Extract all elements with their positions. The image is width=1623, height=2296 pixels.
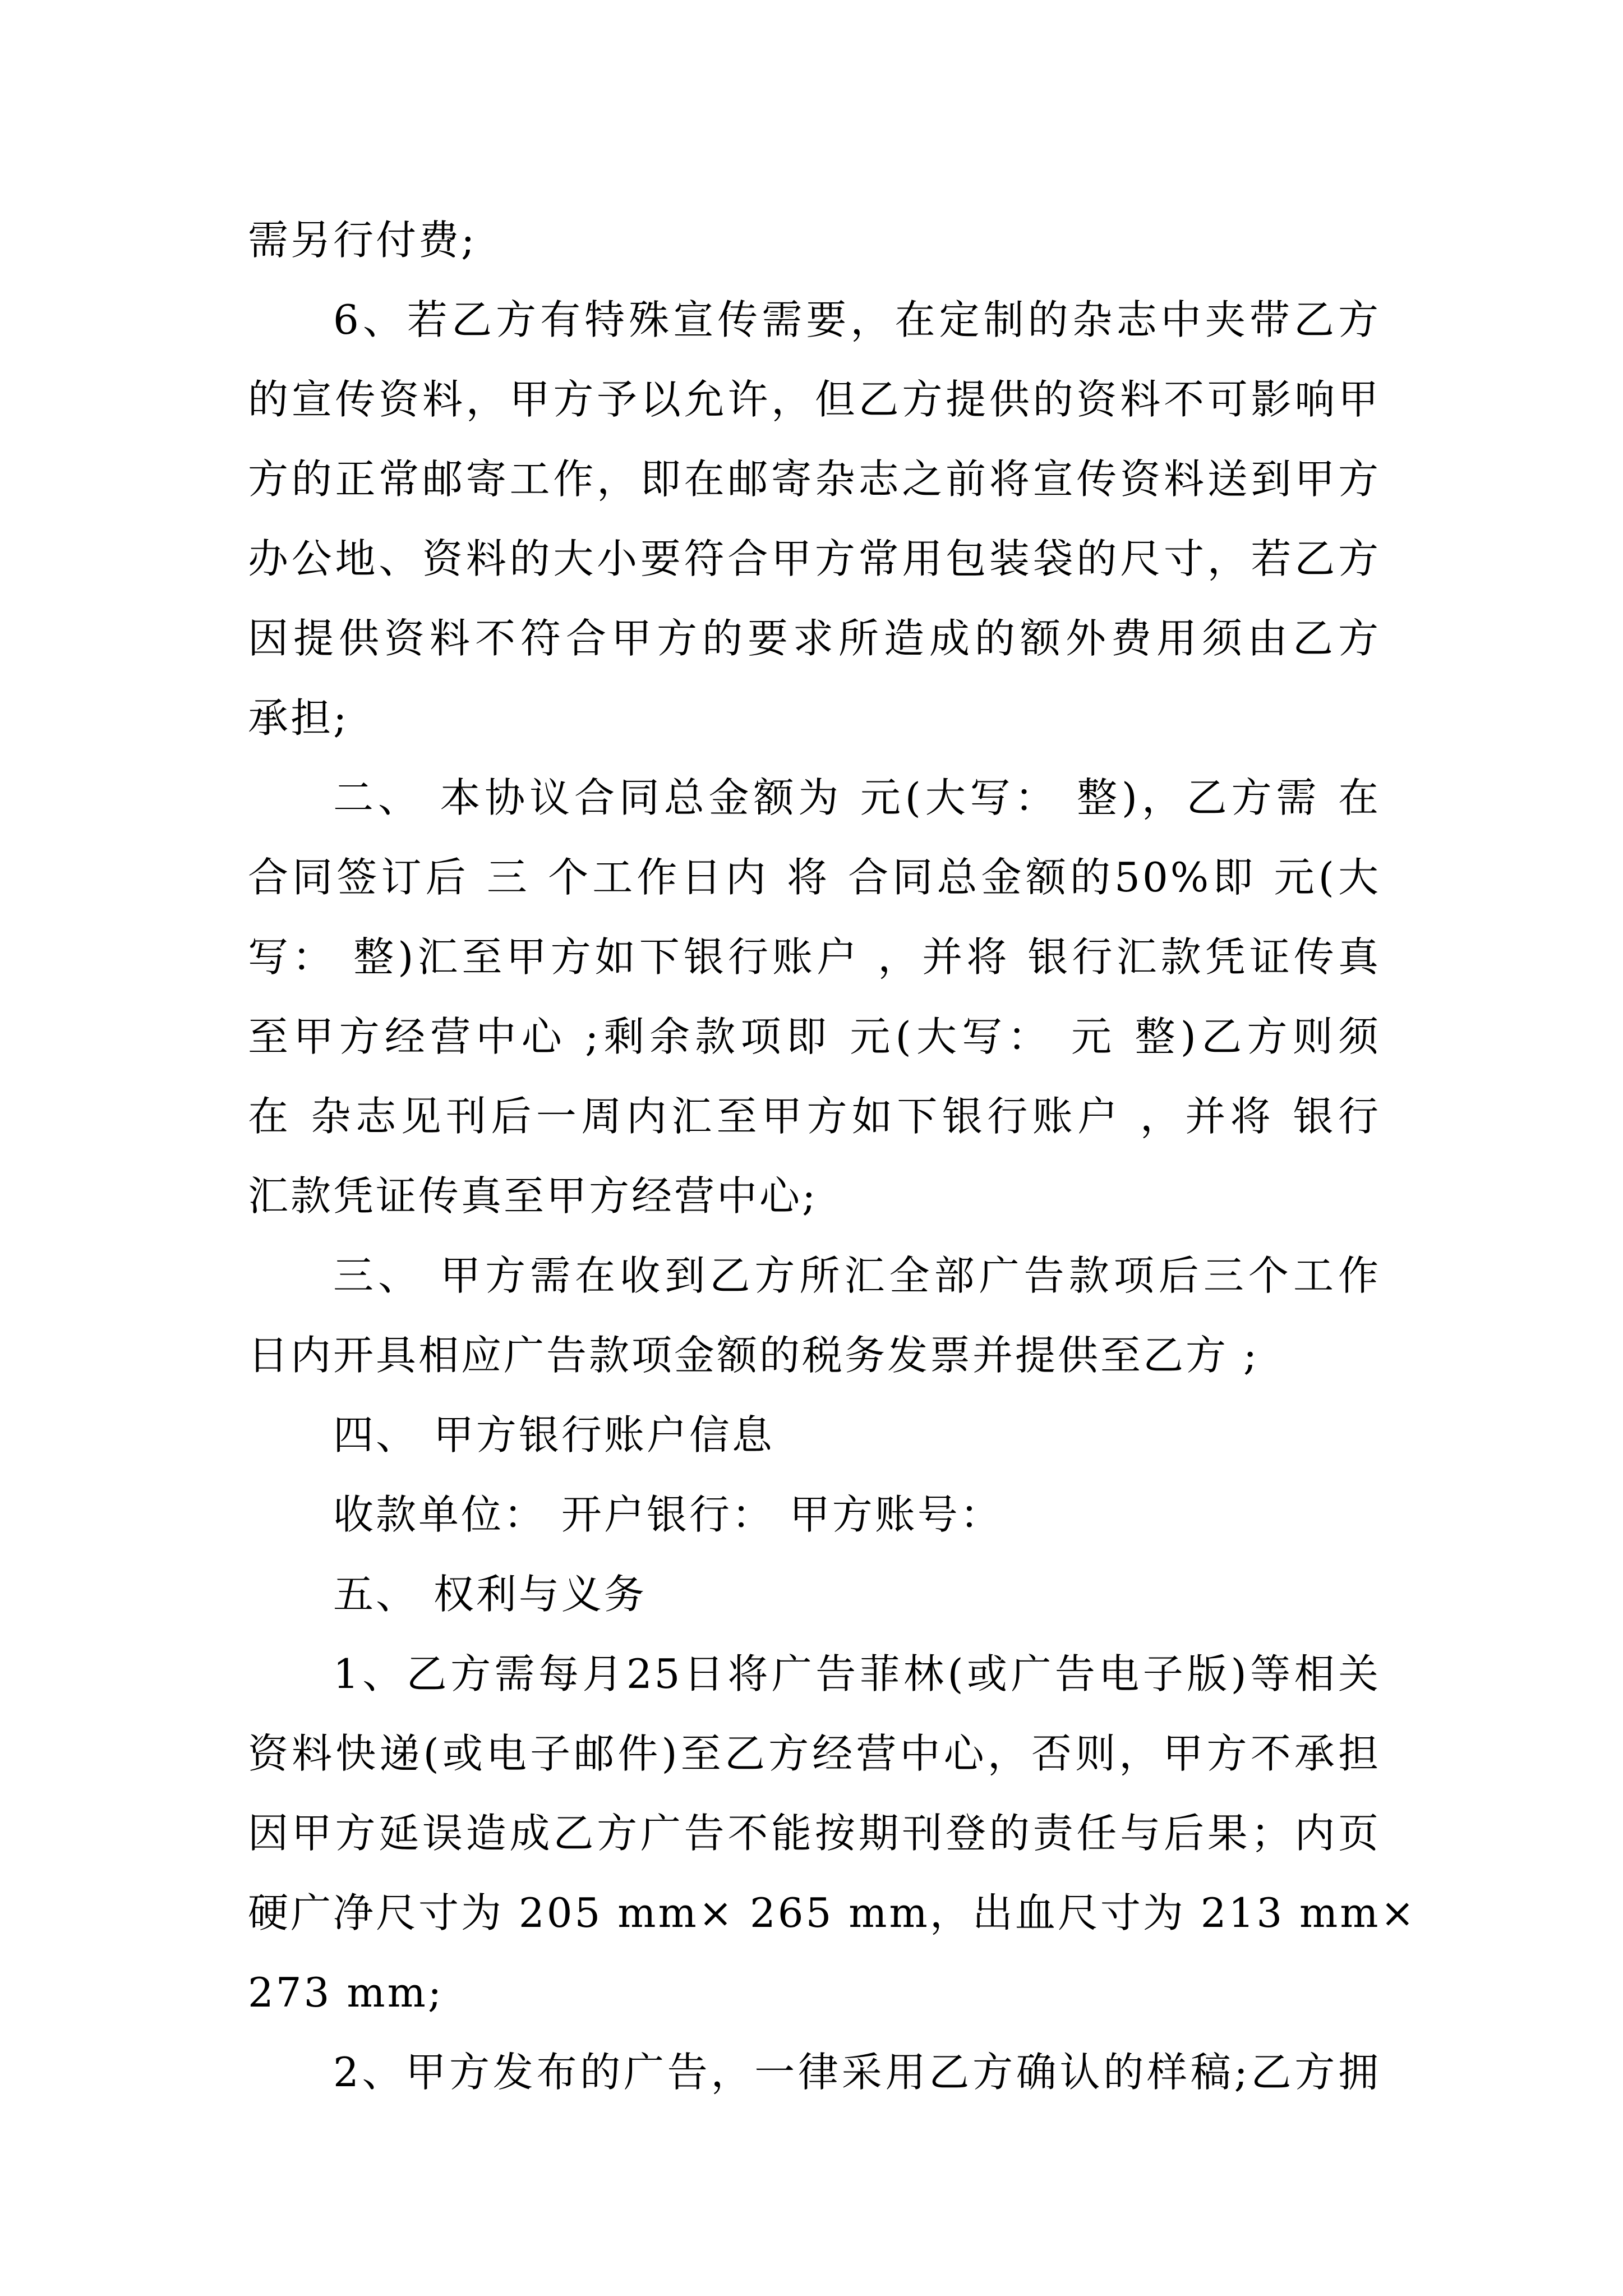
paragraph-line: 办公地、资料的大小要符合甲方常用包装袋的尺寸，若乙方 [248,535,1381,582]
paragraph-line: 2、甲方发布的广告，一律采用乙方确认的样稿;乙方拥 [333,2049,1381,2096]
paragraph-line: 6、若乙方有特殊宣传需要，在定制的杂志中夹带乙方 [333,296,1381,343]
paragraph-line: 因甲方延误造成乙方广告不能按期刊登的责任与后果；内页 [248,1810,1381,1857]
paragraph-line: 三、 甲方需在收到乙方所汇全部广告款项后三个工作 [333,1252,1381,1299]
paragraph-line: 硬广净尺寸为 205 mm× 265 mm，出血尺寸为 213 mm× [248,1889,1417,1936]
paragraph-line: 在 杂志见刊后一周内汇至甲方如下银行账户 ，并将 银行 [248,1093,1381,1140]
section-heading: 五、 权利与义务 [333,1571,647,1618]
paragraph-line: 至甲方经营中心 ;剩余款项即 元(大写： 元 整)乙方则须 [248,1013,1381,1060]
paragraph-line: 273 mm; [248,1969,444,2016]
section-heading: 四、 甲方银行账户信息 [333,1411,774,1458]
paragraph-line: 的宣传资料，甲方予以允许，但乙方提供的资料不可影响甲 [248,376,1381,423]
paragraph-line: 汇款凭证传真至甲方经营中心; [248,1172,818,1220]
paragraph-line: 需另行付费; [248,217,477,264]
paragraph-line: 资料快递(或电子邮件)至乙方经营中心，否则，甲方不承担 [248,1730,1381,1777]
paragraph-line: 合同签订后 三 个工作日内 将 合同总金额的50%即 元(大 [248,854,1381,901]
paragraph-line: 1、乙方需每月25日将广告菲林(或广告电子版)等相关 [333,1650,1381,1697]
paragraph-line: 写： 整)汇至甲方如下银行账户 ，并将 银行汇款凭证传真 [248,933,1381,981]
paragraph-line: 方的正常邮寄工作，即在邮寄杂志之前将宣传资料送到甲方 [248,455,1381,503]
bank-info-line: 收款单位： 开户银行： 甲方账号： [333,1491,1003,1538]
paragraph-line: 因提供资料不符合甲方的要求所造成的额外费用须由乙方 [248,615,1381,662]
paragraph-line: 二、 本协议合同总金额为 元(大写： 整)，乙方需 在 [333,774,1381,821]
paragraph-line: 日内开具相应广告款项金额的税务发票并提供至乙方 ; [248,1332,1260,1379]
paragraph-line: 承担; [248,694,349,742]
